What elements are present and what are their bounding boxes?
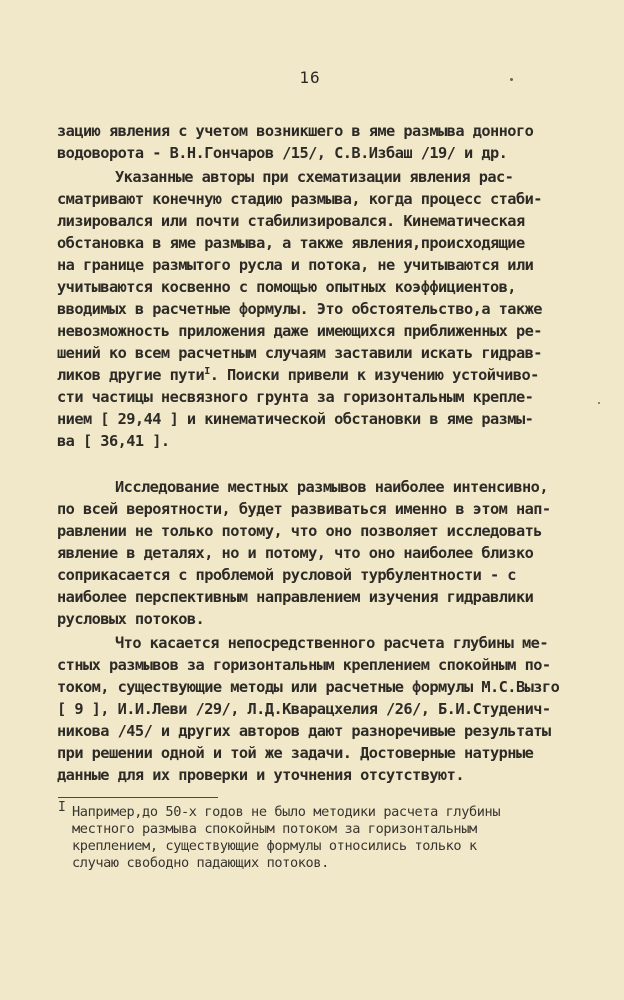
footnote-line: Например,до 50-х годов не было методики расчета глубины [72, 804, 501, 820]
text-line: данные для их проверки и уточнения отсутствуют. [57, 766, 464, 784]
footnote-line: случаю свободно падающих потоков. [72, 855, 329, 871]
text-line: нием [ 29,44 ] и кинематической обстановки в яме размы- [57, 410, 534, 428]
text-segment: . Поиски привели к изучению устойчиво- [209, 366, 539, 384]
text-line: никова /45/ и других авторов дают разноречивые результаты [57, 722, 551, 740]
text-line: учитываются косвенно с помощью опытных коэффициентов, [57, 278, 516, 296]
text-line: лизировался или почти стабилизировался. Кинематическая [57, 212, 525, 230]
text-line: сматривают конечную стадию размыва, когда процесс стаби- [57, 190, 542, 208]
text-line: шений ко всем расчетным случаям заставили искать гидрав- [57, 344, 542, 362]
text-line: зацию явления с учетом возникшего в яме размыва донного [57, 122, 534, 140]
text-line: обстановка в яме размыва, а также явления,происходящие [57, 234, 525, 252]
text-line: по всей вероятности, будет развиваться именно в этом нап- [57, 500, 551, 518]
text-line: соприкасается с проблемой русловой турбулентности - с [57, 566, 516, 584]
page-number: 16 [299, 68, 321, 87]
footnote-line: местного размыва спокойным потоком за горизонтальным [72, 821, 477, 837]
paper-speck [510, 78, 513, 81]
text-line: током, существующие методы или расчетные формулы М.С.Вызго [57, 678, 560, 696]
text-line: ва [ 36,41 ]. [57, 432, 170, 450]
text-line: вводимых в расчетные формулы. Это обстоятельство,а также [57, 300, 542, 318]
text-line: равлении не только потому, что оно позволяет исследовать [57, 522, 542, 540]
text-line: сти частицы несвязного грунта за горизонтальным крепле- [57, 388, 534, 406]
footnote-marker: I [58, 800, 66, 815]
text-line: стных размывов за горизонтальным креплением спокойным по- [57, 656, 551, 674]
text-line: водоворота - В.Н.Гончаров /15/, С.В.Избаш /19/ и др. [57, 144, 508, 162]
footnote-line: креплением, существующие формулы относились только к [72, 838, 477, 854]
text-line-with-footnote-ref [57, 364, 539, 386]
footnote-separator [58, 797, 218, 798]
text-line: на границе размытого русла и потока, не учитываются или [57, 256, 534, 274]
text-line: русловых потоков. [57, 610, 205, 628]
footnote-ref: I [204, 366, 210, 377]
text-line: невозможность приложения даже имеющихся приближенных ре- [57, 322, 542, 340]
paper-speck [598, 402, 600, 404]
text-line: Исследование местных размывов наиболее интенсивно, [115, 478, 548, 496]
text-segment: ликов другие пути [57, 366, 205, 384]
text-line: наиболее перспективным направлением изучения гидравлики [57, 588, 534, 606]
text-line: при решении одной и той же задачи. Достоверные натурные [57, 744, 534, 762]
text-line: явление в деталях, но и потому, что оно наиболее близко [57, 544, 534, 562]
text-line: Указанные авторы при схематизации явления рас- [115, 168, 514, 186]
text-line: [ 9 ], И.И.Леви /29/, Л.Д.Кварацхелия /26/, Б.И.Студенич- [57, 700, 551, 718]
text-line: Что касается непосредственного расчета глубины ме- [115, 634, 548, 652]
